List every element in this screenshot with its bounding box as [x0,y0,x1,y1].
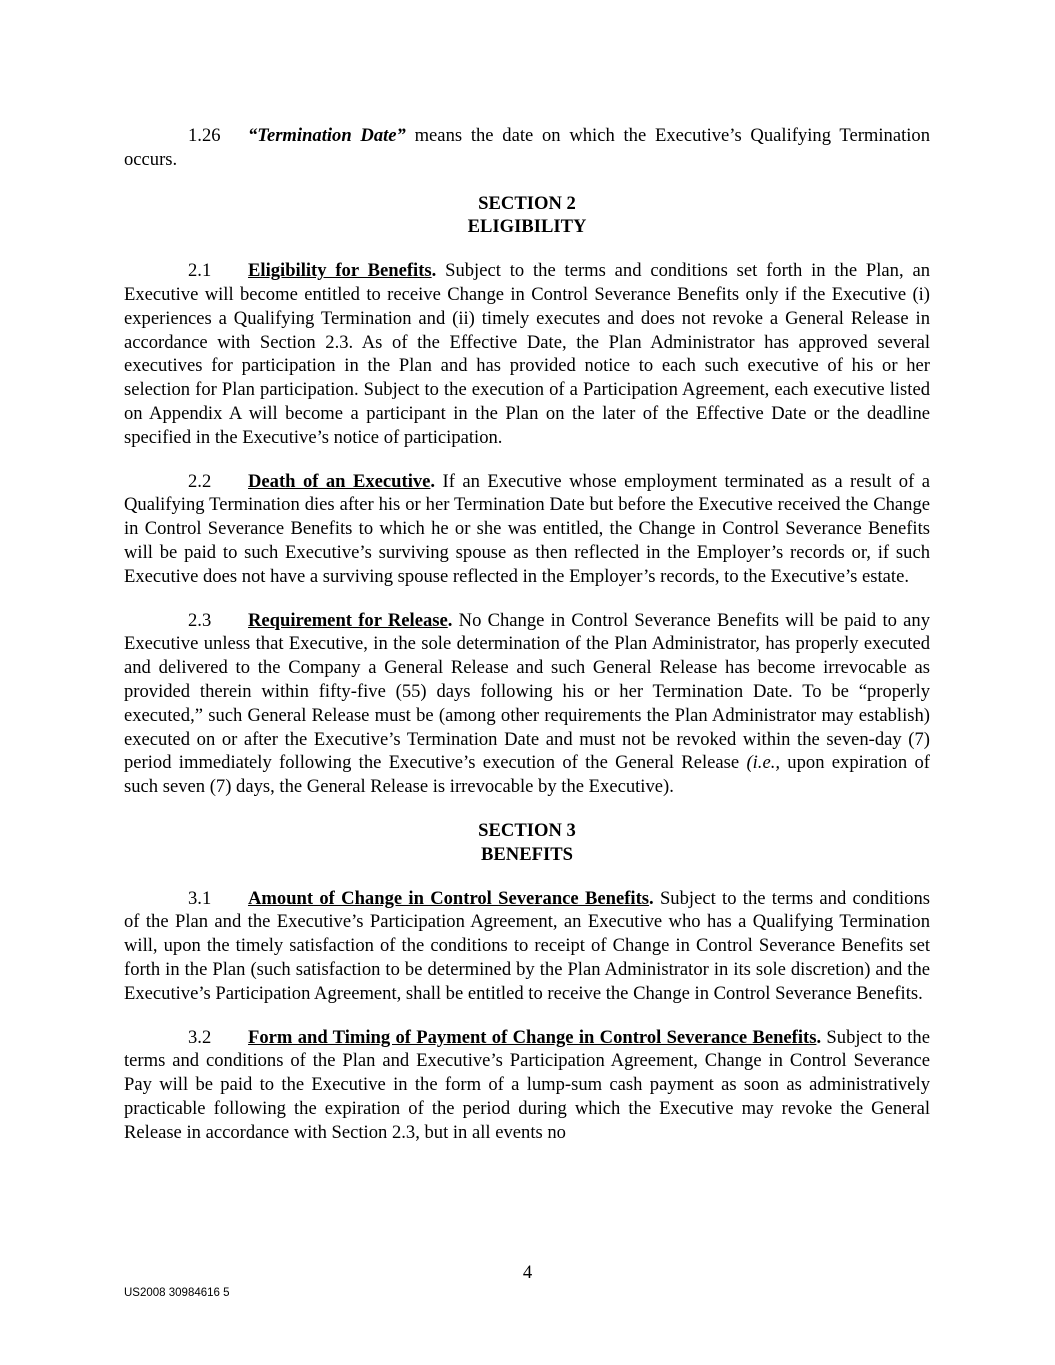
paragraph-text: No Change in Control Severance Benefits will be paid to any Executive unless that Executive, in the sole determination of the Plan Administrator, has properly executed and delivered to the Company a General Release and such General Release has become irrevocable as provided therein within fifty-five (55) days following his or her Termination Date. To be “properly executed,” such General Release must be (among other requirements the Plan Administrator may establish) executed on or after the Executive’s Termination Date and must not be revoked within the seven-day (7) period immediately following the Executive’s execution of the General Release [124,609,930,774]
caption-period: . [816,1026,822,1048]
paragraph-text: If an Executive whose employment terminated as a result of a Qualifying Termination dies after his or her Termination Date but before the Executive received the Change in Control Severance Benefits to which he or she was entitled, the Change in Control Severance Benefits will be paid to such Executive’s surviving spouse as then reflected in the Employer’s records or, if such Executive does not have a surviving spouse reflected in the Employer’s records, to the Executive’s estate. [124,470,930,587]
section-heading-number: SECTION 2 [478,192,576,214]
paragraph-text: means the date on which the Executive’s Qualifying Termination occurs. [124,125,931,170]
paragraph-1-26 [124,124,930,172]
defined-term: “Termination Date” [248,125,406,146]
section-number: 3.1 [188,887,212,909]
paragraph-3-2 [124,1026,930,1145]
paragraph-caption: Eligibility for Benefits [248,260,432,282]
caption-period: . [430,470,436,492]
paragraph-2-3 [124,609,930,799]
section-number: 3.2 [188,1026,212,1048]
section-heading-title: ELIGIBILITY [467,216,587,238]
paragraph-2-1 [124,259,930,449]
caption-period: . [649,887,654,909]
paragraph-2-2 [124,470,930,589]
document-id: US2008 30984616 5 [124,1287,230,1299]
paragraph-caption: Death of an Executive [248,470,431,492]
caption-period: . [447,609,453,631]
section-heading-title: BENEFITS [481,843,573,865]
paragraph-caption: Amount of Change in Control Severance Benefits [248,887,650,909]
section-number: 1.26 [188,125,221,146]
section-number: 2.1 [188,260,212,282]
section-number: 2.3 [188,609,212,631]
caption-period: . [431,260,437,282]
section-number: 2.2 [188,470,212,492]
paragraph-text: Subject to the terms and conditions of the Plan and the Executive’s Participation Agreement, an Executive who has a Qualifying Termination will, upon the timely satisfaction of the conditions to receipt of Change in Control Severance Benefits set forth in the Plan (such satisfaction to be determined by the Plan Administrator in its sole discretion) and the Executive’s Participation Agreement, shall be entitled to receive the Change in Control Severance Benefits. [124,887,931,1004]
paragraph-text: Subject to the terms and conditions set forth in the Plan, an Executive will become entitled to receive Change in Control Severance Benefits only if the Executive (i) experiences a Qualifying Termination and (ii) timely executes and does not revoke a General Release in accordance with Section 2.3. As of the Effective Date, the Plan Administrator has approved several executives for participation in the Plan and has provided notice to each such executive of his or her selection for Plan participation. Subject to the execution of a Participation Agreement, each executive listed on Appendix A will become a participant in the Plan on the later of the Effective Date or the deadline specified in the Executive’s notice of participation. [124,260,931,448]
paragraph-text: Subject to the terms and conditions of the Plan and Executive’s Participation Agreement, Change in Control Severance Pay will be paid to the Executive in the form of a lump-sum cash payment as soon as administratively practicable following the expiration of the period during which the Executive may revoke the General Release in accordance with Section 2.3, but in all events no [124,1026,930,1143]
paragraph-caption: Form and Timing of Payment of Change in Control Severance Benefits [248,1026,817,1048]
document-body [124,124,930,1144]
paragraph-text-continued: upon expiration of such seven (7) days, the General Release is irrevocable by the Executive). [124,752,930,798]
section-heading-number: SECTION 3 [478,819,576,841]
page-number: 4 [522,1262,533,1283]
italic-phrase: (i.e., [746,752,780,774]
paragraph-3-1 [124,887,930,1006]
paragraph-caption: Requirement for Release [248,609,448,631]
